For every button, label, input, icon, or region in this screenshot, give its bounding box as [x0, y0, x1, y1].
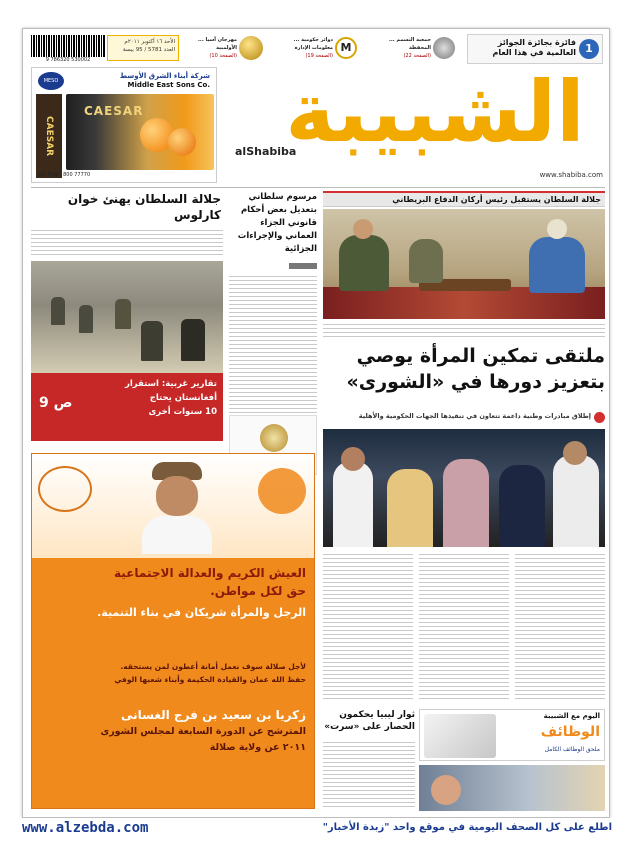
jobs-title: الوظائف	[540, 724, 600, 740]
candidate-district: ٢٠١١ عن ولاية صلالة	[209, 742, 306, 753]
ad-middle-east-sons[interactable]	[31, 67, 217, 183]
lead-kicker[interactable]: جلالة السلطان يستقبل رئيس أركان الدفاع البريطاني	[392, 195, 601, 204]
bullet-icon	[594, 412, 605, 423]
promo-asia[interactable]	[183, 34, 267, 62]
libya-headline: ثوار ليبيا يحكمون الحصار على «سرت»	[324, 710, 415, 732]
ad-body-line2: حفظ الله عمان والقيادة الحكيمة وأبناء شعبها الوفي	[114, 675, 306, 684]
date-box	[107, 35, 179, 61]
jobs-illustration	[424, 714, 496, 758]
decree-headline: مرسوم سلطاني بتعديل بعض أحكام قانوني الجزاء العماني والإجراءات الجزائية	[237, 192, 317, 254]
person-5	[553, 455, 599, 547]
person-2	[387, 469, 433, 547]
jobs-sub: ملحق الوظائف الكامل	[544, 746, 600, 753]
afghanistan-headline-2: أفغانستان يحتاج	[149, 393, 217, 403]
person-5-head	[563, 441, 587, 465]
lead-headline[interactable]	[323, 343, 605, 409]
decree-story[interactable]	[229, 191, 317, 411]
juan-carlos-story[interactable]	[31, 191, 223, 255]
footer-site[interactable]: www.alzebda.com	[22, 820, 149, 836]
ad-company-en: Middle East Sons Co.	[127, 81, 210, 89]
figure-left	[339, 235, 389, 291]
juice-pack-image	[66, 94, 214, 170]
soldier-4	[141, 321, 163, 361]
lead-subhead: إطلاق مبادرات وطنية داعمة تتعاون في تنفيذها الجهات الحكومية والأهلية	[358, 412, 591, 420]
juan-carlos-body	[31, 227, 223, 255]
barcode-digits: 9 786320 530002	[45, 57, 91, 63]
promo-asia-title: مهرجان أسيا ... الأولمبية	[198, 37, 237, 51]
soldier-1	[51, 297, 65, 325]
afghanistan-page-ref: ص 9	[39, 395, 73, 411]
ad-brand: CAESAR	[84, 104, 144, 118]
website[interactable]: www.shabiba.com	[539, 171, 603, 179]
promo-gov-sub: (الصفحة 19)	[305, 53, 333, 59]
afghanistan-headline-1: تقارير غربية: استقرار	[124, 379, 217, 389]
ad-company-ar: شركة أبناء الشرق الأوسط	[119, 72, 210, 80]
figure-left-head	[353, 219, 373, 239]
election-ad[interactable]	[31, 453, 315, 809]
figure-right	[529, 237, 585, 293]
person-4	[499, 465, 545, 547]
m-logo-icon: M	[335, 37, 357, 59]
lead-body-col3	[515, 551, 605, 701]
jobs-promo[interactable]	[419, 709, 605, 761]
figure-mid	[409, 239, 443, 283]
meso-logo-icon: MESO	[38, 72, 64, 90]
candidate-dishdasha	[142, 516, 212, 554]
candidate-face	[156, 476, 198, 516]
ad-calligraphy-right	[258, 468, 306, 514]
promo-award-badge: 1	[579, 39, 599, 59]
slogan-line3: الرجل والمرأة شريكان في بناء التنمية.	[97, 606, 306, 619]
medal-icon	[239, 36, 263, 60]
oman-emblem-icon	[260, 424, 288, 452]
ad-calligraphy-left	[38, 466, 92, 512]
slogan-block	[42, 564, 306, 656]
masthead	[223, 63, 605, 187]
newspaper-page	[22, 28, 610, 818]
promo-society-title: جمعية التسمم ... المحفظة	[388, 37, 431, 51]
soldier-5	[181, 319, 205, 361]
barcode	[31, 35, 105, 57]
bottom-promo-photo[interactable]	[419, 765, 605, 811]
person-3	[443, 459, 489, 547]
decree-body	[229, 273, 317, 413]
decree-tag	[289, 263, 317, 269]
juan-carlos-headline: جلالة السلطان يهنئ خوان كارلوس	[67, 192, 221, 222]
promo-award-title: فائزة بجائزة الجوائز العالمية في هذا العام	[492, 38, 576, 57]
person-1	[333, 461, 373, 547]
figure-right-head	[547, 219, 567, 239]
lead-caption	[323, 321, 605, 339]
afghanistan-box[interactable]	[31, 373, 223, 441]
orange-fruit-icon-2	[168, 128, 196, 156]
lead-headline-line2: بتعزيز دورها في «الشورى»	[346, 371, 605, 393]
lead-subhead-row	[323, 411, 605, 425]
candidate-info	[42, 706, 306, 776]
issue-text: العدد 5781 / 95 بيسة	[122, 47, 175, 53]
masthead-divider	[31, 187, 605, 188]
child-figure	[431, 775, 461, 805]
candidate-role: المترشح عن الدورة السابعة لمجلس الشورى	[100, 726, 306, 737]
sultan-meeting-photo	[323, 209, 605, 319]
shield-icon	[433, 37, 455, 59]
footer-banner	[0, 818, 632, 843]
slogan-line1: العيش الكريم والعدالة الاجتماعية	[114, 566, 306, 580]
ad-brand-vertical: CAESAR	[44, 115, 54, 157]
afghanistan-photo	[31, 261, 223, 373]
lead-headline-line1: ملتقى تمكين المرأة يوصي	[356, 345, 605, 367]
date-text: الأحد ١٦ أكتوبر ٢٠١١م	[124, 39, 175, 45]
jobs-label: اليوم مع الشبيبة	[543, 712, 600, 720]
promo-asia-sub: (الصفحة 10)	[209, 53, 237, 59]
candidate-name: زكريا بن سعيد بن فرج الغسانى	[121, 708, 306, 722]
candidate-portrait	[142, 462, 212, 554]
ad-tollfree: Toll Free : 800 77770	[38, 172, 91, 178]
ad-body	[42, 660, 306, 700]
footer-tagline: اطلع على كل الصحف اليومية في موقع واحد "زبدة الأخبار"	[322, 822, 612, 833]
lead-body-col2	[419, 551, 509, 701]
women-forum-photo	[323, 429, 605, 547]
ad-body-line1: لأجل صلالة سوف نعمل أمانة أعطون لمن يستحقه.	[120, 662, 306, 671]
slogan-line2: حق لكل مواطن.	[210, 584, 306, 598]
soldier-3	[115, 299, 131, 329]
person-1-head	[341, 447, 365, 471]
logo-en: alShabiba	[235, 145, 297, 158]
lead-body-col1	[323, 551, 413, 701]
afghanistan-headline-3: 10 سنوات أخرى	[148, 407, 217, 417]
lead-kicker-bar	[323, 191, 605, 207]
libya-body	[323, 739, 415, 809]
promo-society-sub: (الصفحة 22)	[403, 53, 431, 59]
soldier-2	[79, 305, 93, 333]
caesar-banner	[36, 94, 62, 178]
promo-gov-title: دوائر حكومية ... معلومات الإدارة	[293, 37, 333, 51]
logo-ar: الشبيبة	[285, 63, 585, 161]
libya-story[interactable]	[323, 709, 415, 809]
